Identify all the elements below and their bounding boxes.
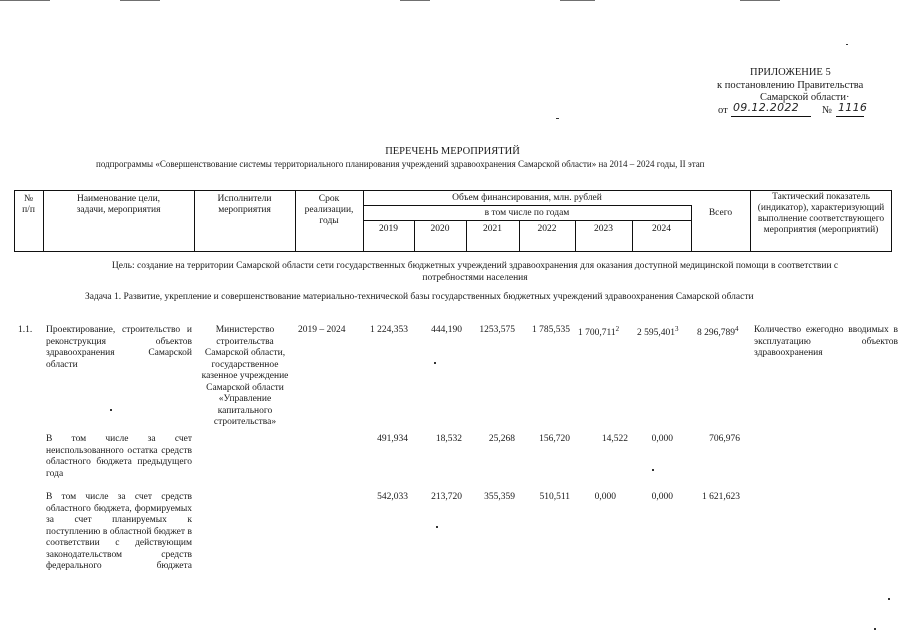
cell-total: 8 296,789$^4$ <box>697 325 739 339</box>
scan-speck <box>846 44 848 45</box>
col-total: Всего <box>708 208 733 218</box>
row-term: 2019 – 2024 <box>298 325 346 335</box>
appendix-date-prefix: от <box>718 105 728 116</box>
appendix-line-1: к постановлению Правительства <box>717 80 864 91</box>
scan-speck <box>874 628 876 630</box>
col-year: 2019 <box>379 224 398 234</box>
cell-2021: 1253,575 <box>479 325 515 335</box>
cell-2024: 0,000 <box>651 492 673 502</box>
col-funding: Объем финансирования, млн. рублей <box>452 193 602 203</box>
col-executors: Исполнители мероприятия <box>217 194 272 215</box>
col-year: 2021 <box>483 224 502 234</box>
col-no: № п/п <box>22 194 35 215</box>
cell-2019: 1 224,353 <box>370 325 408 335</box>
goal-line: Цель: создание на территории Самарской области сети государственных бюджетных учреждений здравоохранения для оказания доступной медицинской помощи в соответствии с потребностями населения <box>111 261 839 283</box>
document-title: ПЕРЕЧЕНЬ МЕРОПРИЯТИЙ <box>385 146 520 157</box>
appendix-number-prefix: № <box>822 105 833 116</box>
col-indicator: Тактический показатель (индикатор), характеризующий выполнение соответствующего мероприятия (мероприятий) <box>757 192 885 235</box>
cell-2021: 355,359 <box>484 492 515 502</box>
row-name: В том числе за счет средств областного бюджета, формируемых за счет планируемых к поступлению в областной бюджет в соответствии с действующим законодательством средств федерального бюджета <box>46 492 192 571</box>
cell-2022: 156,720 <box>539 434 570 444</box>
scan-mark <box>560 0 595 1</box>
document-subtitle: подпрограммы «Совершенствование системы территориального планирования учреждений здравоохранения Самарской области» на 2014 – 2024 годы, II этап <box>96 159 705 169</box>
appendix-date-value: 09.12.2022 <box>733 101 799 114</box>
row-executor: Министерство строительства Самарской области, государственное казенное учреждение Самарской области «Управление капитального строительства» <box>201 325 289 427</box>
scan-mark <box>0 0 50 1</box>
scan-speck <box>556 118 559 119</box>
cell-total: 706,976 <box>709 434 740 444</box>
scan-speck <box>652 469 654 471</box>
scan-speck <box>110 409 112 411</box>
row-indicator: Количество ежегодно вводимых в эксплуатацию объектов здравоохранения <box>754 325 898 358</box>
cell-total: 1 621,623 <box>702 492 740 502</box>
cell-2020: 18,532 <box>435 434 462 444</box>
cell-2024: 0,000 <box>651 434 673 444</box>
number-underline <box>836 116 864 117</box>
row-name: В том числе за счет неиспользованного остатка средств областного бюджета предыдущего года <box>46 434 192 479</box>
col-name: Наименование цели, задачи, мероприятия <box>76 194 161 215</box>
cell-2022: 510,511 <box>539 492 570 502</box>
col-by-years: в том числе по годам <box>484 208 570 218</box>
col-year: 2022 <box>537 224 557 234</box>
appendix-line-2: Самарской области· <box>760 92 850 103</box>
task-line: Задача 1. Развитие, укрепление и совершенствование материально-технической базы государственных бюджетных учреждений здравоохранения Самарской области <box>85 292 754 302</box>
cell-2022: 1 785,535 <box>532 325 570 335</box>
cell-2023: 14,522 <box>601 434 628 444</box>
scan-speck <box>888 598 890 600</box>
cell-2019: 542,033 <box>377 492 408 502</box>
col-year: 2020 <box>430 224 450 234</box>
cell-2024: 2 595,401$^3$ <box>637 325 679 339</box>
col-term: Срок реализации, годы <box>304 194 354 226</box>
cell-2023: 0,000 <box>594 492 616 502</box>
cell-2021: 25,268 <box>488 434 515 444</box>
appendix-title: ПРИЛОЖЕНИЕ 5 <box>750 67 831 78</box>
cell-2020: 213,720 <box>431 492 462 502</box>
scan-mark <box>120 0 160 1</box>
scan-mark <box>400 0 430 1</box>
col-year: 2023 <box>594 224 613 234</box>
cell-2020: 444,190 <box>431 325 462 335</box>
appendix-number-value: 1116 <box>838 101 868 114</box>
row-name: Проектирование, строительство и реконструкция объектов здравоохранения Самарской области <box>46 325 192 370</box>
col-year: 2024 <box>652 224 671 234</box>
scan-speck <box>434 362 436 364</box>
scan-mark <box>740 0 780 1</box>
date-underline <box>731 116 811 117</box>
cell-2023: 1 700,711$^2$ <box>578 325 620 339</box>
row-number: 1.1. <box>18 325 33 335</box>
scan-speck <box>436 526 438 528</box>
cell-2019: 491,934 <box>377 434 408 444</box>
